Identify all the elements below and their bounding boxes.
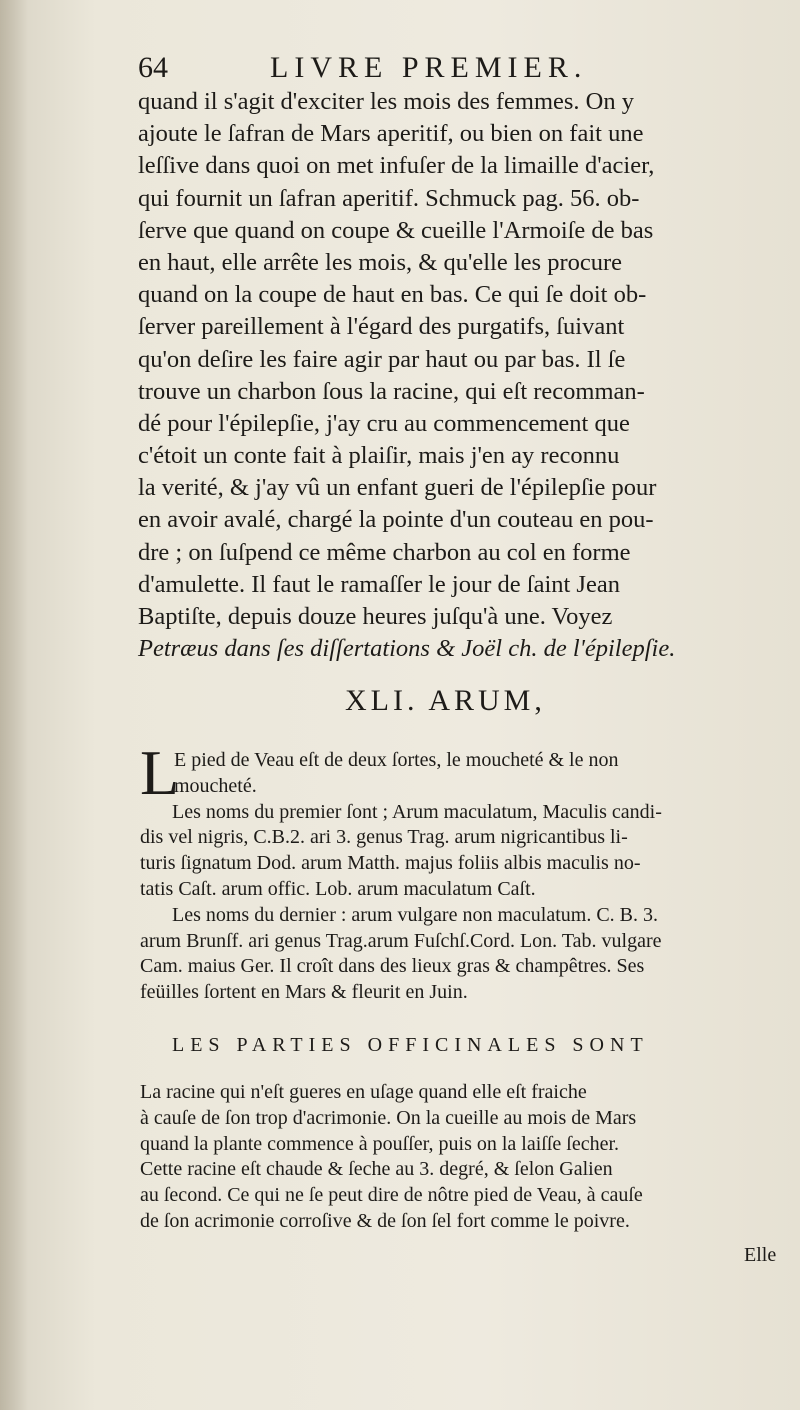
catchword: Elle [744, 1244, 777, 1266]
entry-paragraph [140, 748, 788, 1006]
main-paragraph [138, 86, 788, 665]
text-line: ajoute le ſafran de Mars aperitif, ou bien on fait une [138, 120, 644, 148]
text-line: la verité, & j'ay vû un enfant gueri de l'épilepſie pour [138, 474, 657, 502]
text-line: Cette racine eſt chaude & ſeche au 3. degré, & ſelon Galien [140, 1158, 613, 1181]
text-line: Baptiſte, depuis douze heures juſqu'à une. Voyez [138, 603, 613, 630]
text-line: ſerver pareillement à l'égard des purgatifs, ſuivant [138, 313, 625, 341]
text-line: qui fournit un ſafran aperitif. Schmuck pag. 56. ob- [138, 184, 640, 212]
text-line: qu'on deſire les faire agir par haut ou par bas. Il ſe [138, 345, 626, 373]
running-title: LIVRE PREMIER. [270, 51, 588, 84]
text-line: à cauſe de ſon trop d'acrimonie. On la cueille au mois de Mars [140, 1106, 637, 1129]
text-line: turis ſignatum Dod. arum Matth. majus foliis albis maculis no- [140, 852, 641, 875]
body-paragraph [140, 1080, 788, 1235]
text-line: dre ; on ſuſpend ce même charbon au col en forme [138, 538, 631, 566]
text-line: en haut, elle arrête les mois, & qu'elle les procure [138, 248, 623, 276]
text-line: dis vel nigris, C.B.2. ari 3. genus Trag. arum nigricantibus li- [140, 826, 628, 849]
text-line: ſerve que quand on coupe & cueille l'Armoiſe de bas [138, 216, 654, 244]
text-line: La racine qui n'eſt gueres en uſage quand elle eſt fraiche [140, 1081, 587, 1103]
text-line: en avoir avalé, chargé la pointe d'un couteau en pou- [138, 506, 654, 534]
text-line: leſſive dans quoi on met infuſer de la limaille d'acier, [138, 152, 655, 180]
page-number: 64 [138, 51, 168, 84]
text-line: moucheté. [174, 774, 257, 797]
text-line: trouve un charbon ſous la racine, qui eſt recomman- [138, 377, 645, 405]
subheading: LES PARTIES OFFICINALES SONT [172, 1034, 649, 1056]
section-title: XLI. ARUM, [345, 684, 546, 717]
text-line: Petræus dans ſes diſſertations & Joël ch. de l'épilepſie. [138, 635, 676, 663]
drop-cap: L [140, 737, 180, 808]
text-line: arum Brunſf. ari genus Trag.arum Fuſchſ.Cord. Lon. Tab. vulgare [140, 929, 662, 952]
running-header [138, 48, 608, 88]
text-line: quand il s'agit d'exciter les mois des femmes. On y [138, 88, 635, 115]
text-line: feüilles ſortent en Mars & fleurit en Juin. [140, 981, 468, 1004]
text-line: quand la plante commence à pouſſer, puis on la laiſſe ſecher. [140, 1132, 620, 1155]
text-line: de ſon acrimonie corroſive & de ſon ſel fort comme le poivre. [140, 1209, 630, 1232]
text-line: quand on la coupe de haut en bas. Ce qui ſe doit ob- [138, 281, 647, 309]
text-line: d'amulette. Il faut le ramaſſer le jour de ſaint Jean [138, 570, 620, 598]
text-line: au ſecond. Ce qui ne ſe peut dire de nôtre pied de Veau, à cauſe [140, 1184, 643, 1207]
text-line: c'étoit un conte fait à plaiſir, mais j'en ay reconnu [138, 442, 620, 470]
text-line: Les noms du dernier : arum vulgare non maculatum. C. B. 3. [172, 903, 659, 926]
text-line: tatis Caſt. arum offic. Lob. arum maculatum Caſt. [140, 877, 536, 900]
text-line: Cam. maius Ger. Il croît dans des lieux gras & champêtres. Ses [140, 955, 645, 978]
text-line: E pied de Veau eſt de deux ſortes, le moucheté & le non [174, 749, 619, 771]
text-line: Les noms du premier ſont ; Arum maculatum, Maculis candi- [172, 800, 662, 823]
text-line: dé pour l'épilepſie, j'ay cru au commencement que [138, 409, 630, 437]
